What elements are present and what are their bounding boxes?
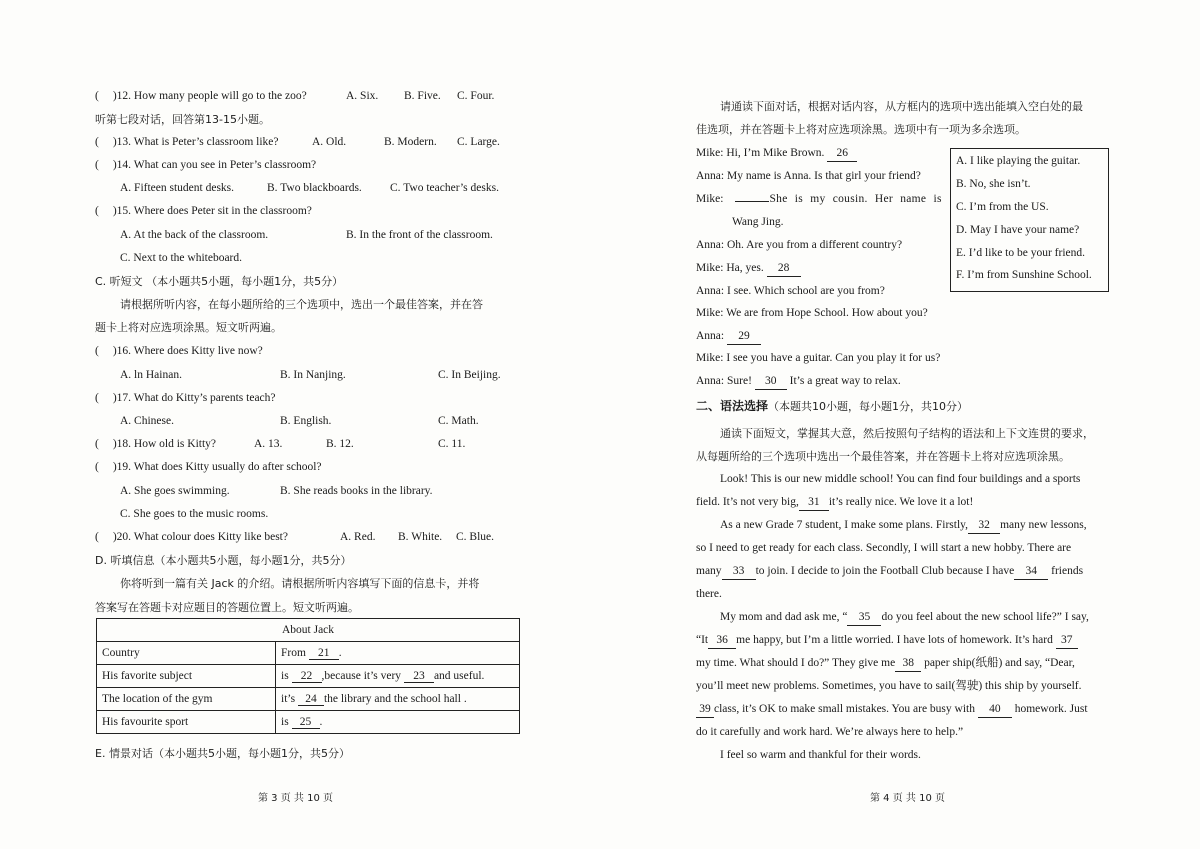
- blank-35[interactable]: 35: [847, 610, 881, 626]
- question-13: ( )13. What is Peter’s classroom like?: [95, 136, 279, 148]
- q12-option-b: B. Five.: [404, 90, 441, 102]
- dialogue-instruction-2: 佳选项，并在答题卡上将对应选项涂黑。选项中有一项为多余选项。: [696, 123, 1026, 136]
- q17-option-c: C. Math.: [438, 415, 479, 427]
- blank-36[interactable]: 36: [708, 633, 736, 649]
- option-a: A. I like playing the guitar.: [956, 155, 1081, 167]
- q15-option-a: A. At the back of the classroom.: [120, 229, 269, 241]
- section-2-title: 二、语法选择（本题共10小题，每小题1分，共10分）: [696, 399, 969, 413]
- q12-option-a: A. Six.: [346, 90, 379, 102]
- table-row: His favourite sport is 25 .: [97, 711, 520, 734]
- blank-29[interactable]: 29: [727, 329, 761, 345]
- dialogue-line-6: Anna: I see. Which school are you from?: [696, 285, 885, 297]
- passage-line-3: As a new Grade 7 student, I make some plans. Firstly, 32 many new lessons,: [720, 518, 1087, 534]
- q19-option-c: C. She goes to the music rooms.: [120, 508, 269, 520]
- dialogue-line-10: Anna: Sure! 30 It’s a great way to relax.: [696, 374, 901, 390]
- page-footer-right: 第 4 页 共 10 页: [870, 793, 945, 804]
- q14-option-b: B. Two blackboards.: [267, 182, 362, 194]
- q13-option-b: B. Modern.: [384, 136, 437, 148]
- dialogue-line-5: Mike: Ha, yes. 28: [696, 261, 801, 277]
- section-d-title: D. 听填信息（本小题共5小题，每小题1分，共5分）: [95, 554, 352, 567]
- table-row: Country From 21 .: [97, 642, 520, 665]
- dialogue-line-3-continued: Wang Jing.: [732, 216, 784, 228]
- q16-option-b: B. In Nanjing.: [280, 369, 346, 381]
- passage-line-11: 39 class, it’s OK to make small mistakes. You are busy with 40 homework. Just: [696, 702, 1088, 718]
- dialogue-line-3: Mike: She is my cousin. Her name is: [696, 193, 942, 205]
- page-footer-left: 第 3 页 共 10 页: [258, 793, 333, 804]
- dialogue-line-4: Anna: Oh. Are you from a different country?: [696, 239, 903, 251]
- option-c: C. I’m from the US.: [956, 201, 1049, 213]
- q15-option-c: C. Next to the whiteboard.: [120, 252, 243, 264]
- dialogue-line-1: Mike: Hi, I’m Mike Brown. 26: [696, 146, 857, 162]
- option-d: D. May I have your name?: [956, 224, 1080, 236]
- q20-option-c: C. Blue.: [456, 531, 495, 543]
- question-15: ( )15. Where does Peter sit in the classroom?: [95, 205, 312, 217]
- q18-option-a: A. 13.: [254, 438, 283, 450]
- section-c-instruction-2: 题卡上将对应选项涂黑。短文听两遍。: [95, 321, 282, 334]
- blank-37[interactable]: 37: [1056, 633, 1078, 649]
- section-2-instruction-2: 从每题所给的三个选项中选出一个最佳答案，并在答题卡上将对应选项涂黑。: [696, 450, 1070, 463]
- blank-22[interactable]: 22: [292, 670, 322, 683]
- q16-option-c: C. In Beijing.: [438, 369, 501, 381]
- section-c-instruction-1: 请根据所听内容，在每小题所给的三个选项中，选出一个最佳答案，并在答: [120, 298, 483, 311]
- q16-option-a: A. ln Hainan.: [120, 369, 182, 381]
- question-17: ( )17. What do Kitty’s parents teach?: [95, 392, 276, 404]
- q12-option-c: C. Four.: [457, 90, 495, 102]
- blank-31[interactable]: 31: [799, 495, 829, 511]
- dialogue-instruction-1: 请通读下面对话，根据对话内容，从方框内的选项中选出能填入空白处的最: [720, 100, 1083, 113]
- option-b: B. No, she isn’t.: [956, 178, 1031, 190]
- blank-34[interactable]: 34: [1014, 564, 1048, 580]
- blank-39[interactable]: 39: [696, 702, 714, 718]
- blank-33[interactable]: 33: [722, 564, 756, 580]
- blank-26[interactable]: 26: [827, 146, 857, 162]
- option-f: F. I’m from Sunshine School.: [956, 269, 1092, 281]
- q13-option-c: C. Large.: [457, 136, 500, 148]
- passage-line-6: there.: [696, 588, 722, 600]
- passage-line-9: my time. What should I do?” They give me 38 paper ship(纸船) and say, “Dear,: [696, 656, 1075, 672]
- passage-line-4: so I need to get ready for each class. Secondly, I will start a new hobby. There are: [696, 542, 1072, 554]
- passage-line-5: many 33 to join. I decide to join the Football Club because I have 34 friends: [696, 564, 1083, 580]
- dialogue-line-9: Mike: I see you have a guitar. Can you play it for us?: [696, 352, 941, 364]
- blank-21[interactable]: 21: [309, 647, 339, 660]
- blank-38[interactable]: 38: [895, 656, 921, 672]
- q20-option-b: B. White.: [398, 531, 443, 543]
- q14-option-a: A. Fifteen student desks.: [120, 182, 235, 194]
- option-e: E. I’d like to be your friend.: [956, 247, 1086, 259]
- blank-23[interactable]: 23: [404, 670, 434, 683]
- dialogue-line-7: Mike: We are from Hope School. How about you?: [696, 307, 928, 319]
- table-row: The location of the gym it’s 24 the library and the school hall .: [97, 688, 520, 711]
- table-row: His favorite subject is 22 ,because it’s very 23 and useful.: [97, 665, 520, 688]
- section-7-intro: 听第七段对话，回答第13-15小题。: [95, 113, 270, 126]
- info-card-table: [96, 618, 520, 734]
- blank-32[interactable]: 32: [968, 518, 1000, 534]
- section-d-instruction-2: 答案写在答题卡对应题目的答题位置上。短文听两遍。: [95, 601, 359, 614]
- info-card-title: About Jack: [97, 619, 520, 642]
- passage-line-13: I feel so warm and thankful for their words.: [720, 749, 921, 761]
- blank-24[interactable]: 24: [298, 693, 324, 706]
- blank-25[interactable]: 25: [292, 716, 320, 729]
- section-e-title: E. 情景对话（本小题共5小题，每小题1分，共5分）: [95, 747, 350, 760]
- section-c-title: C. 听短文 （本小题共5小题，每小题1分，共5分）: [95, 275, 344, 288]
- blank-28[interactable]: 28: [767, 261, 801, 277]
- options-box: [950, 148, 1109, 292]
- passage-line-10: you’ll meet new problems. Sometimes, you have to sail(驾驶) this ship by yourself.: [696, 680, 1082, 692]
- dialogue-line-8: Anna: 29: [696, 329, 761, 345]
- q18-option-b: B. 12.: [326, 438, 354, 450]
- q18-option-c: C. 11.: [438, 438, 466, 450]
- question-12: ( )12. How many people will go to the zoo?: [95, 90, 307, 102]
- passage-line-12: do it carefully and work hard. We’re always here to help.”: [696, 726, 964, 738]
- q20-option-a: A. Red.: [340, 531, 376, 543]
- passage-line-7: My mom and dad ask me, “ 35 do you feel about the new school life?” I say,: [720, 610, 1089, 626]
- blank-40[interactable]: 40: [978, 702, 1012, 718]
- passage-line-1: Look! This is our new middle school! You can find four buildings and a sports: [720, 473, 1081, 485]
- question-18: ( )18. How old is Kitty?: [95, 438, 217, 450]
- question-16: ( )16. Where does Kitty live now?: [95, 345, 263, 357]
- section-2-instruction-1: 通读下面短文，掌握其大意，然后按照句子结构的语法和上下文连贯的要求，: [720, 427, 1094, 440]
- question-20: ( )20. What colour does Kitty like best?: [95, 531, 288, 543]
- section-d-instruction-1: 你将听到一篇有关 Jack 的介绍。请根据所听内容填写下面的信息卡，并将: [120, 577, 480, 590]
- q19-option-b: B. She reads books in the library.: [280, 485, 433, 497]
- blank-30[interactable]: 30: [755, 374, 787, 390]
- passage-line-2: field. It’s not very big, 31 it’s really nice. We love it a lot!: [696, 495, 973, 511]
- q19-option-a: A. She goes swimming.: [120, 485, 230, 497]
- question-14: ( )14. What can you see in Peter’s classroom?: [95, 159, 317, 171]
- dialogue-line-2: Anna: My name is Anna. Is that girl your friend?: [696, 170, 921, 182]
- q17-option-b: B. English.: [280, 415, 332, 427]
- q15-option-b: B. In the front of the classroom.: [346, 229, 493, 241]
- passage-line-8: “It 36 me happy, but I’m a little worried. I have lots of homework. It’s hard 37: [696, 633, 1078, 649]
- q13-option-a: A. Old.: [312, 136, 347, 148]
- blank-27[interactable]: [735, 201, 769, 202]
- q14-option-c: C. Two teacher’s desks.: [390, 182, 499, 194]
- question-19: ( )19. What does Kitty usually do after school?: [95, 461, 322, 473]
- q17-option-a: A. Chinese.: [120, 415, 174, 427]
- page-right: [600, 0, 1200, 849]
